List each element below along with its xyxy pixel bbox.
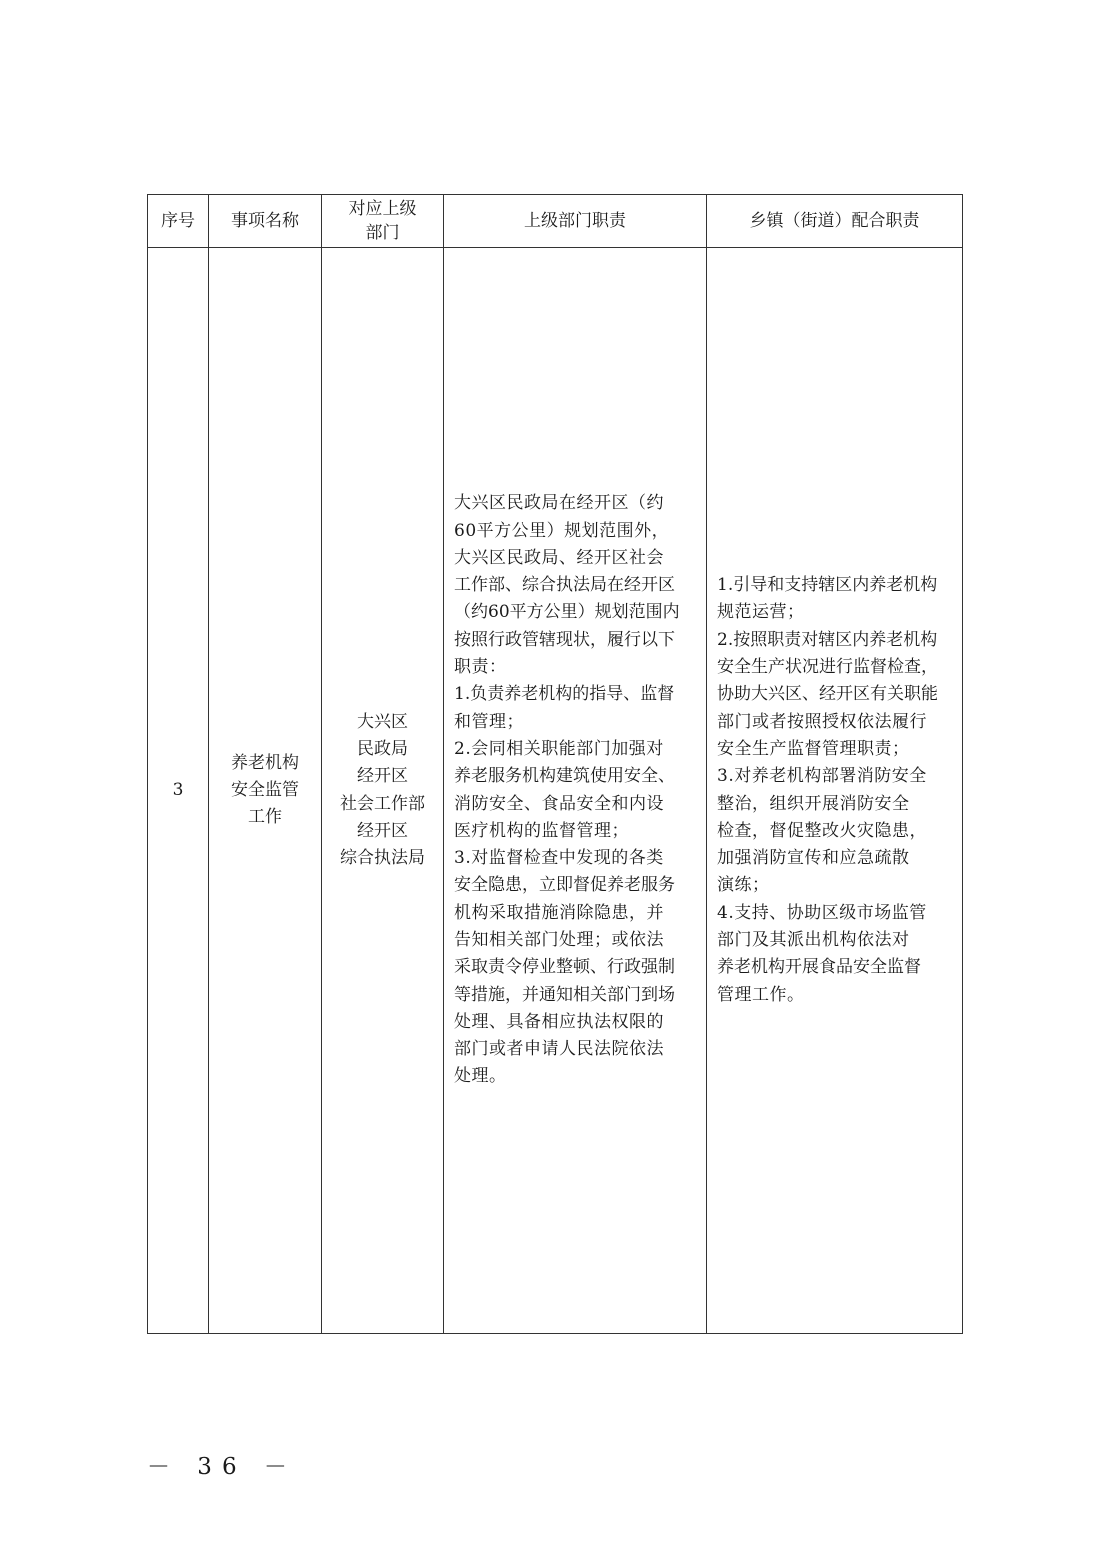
township-duties-line: 管理工作。 bbox=[717, 984, 805, 1005]
department-line: 经开区 bbox=[357, 820, 408, 841]
department-line: 大兴区 bbox=[357, 711, 408, 732]
header-index: 序号 bbox=[148, 195, 209, 248]
header-upper-duties: 上级部门职责 bbox=[444, 195, 707, 248]
township-duties-line: 规范运营； bbox=[717, 602, 805, 623]
page-number: － 36 － bbox=[147, 1454, 297, 1480]
township-duties-line: 整治，组织开展消防安全 bbox=[717, 793, 910, 814]
township-duties-line: 4.支持、协助区级市场监管 bbox=[717, 902, 927, 923]
upper-duties-line: 养老服务机构建筑使用安全、 bbox=[454, 766, 675, 787]
township-duties-line: 3.对养老机构部署消防安全 bbox=[717, 766, 927, 787]
upper-duties-line: 机构采取措施消除隐患，并 bbox=[454, 902, 664, 923]
upper-duties-line: 大兴区民政局、经开区社会 bbox=[454, 547, 664, 568]
upper-duties-line: 消防安全、食品安全和内设 bbox=[454, 793, 664, 814]
cell-department bbox=[322, 248, 444, 1334]
cell-item-name bbox=[209, 248, 322, 1334]
township-duties-line: 2.按照职责对辖区内养老机构 bbox=[717, 629, 938, 650]
header-department-line: 对应上级 bbox=[348, 199, 417, 219]
department-line: 社会工作部 bbox=[340, 793, 425, 814]
township-duties-line: 1.引导和支持辖区内养老机构 bbox=[717, 575, 938, 596]
department-line: 经开区 bbox=[357, 766, 408, 787]
township-duties-line: 部门及其派出机构依法对 bbox=[717, 929, 910, 950]
upper-duties-line: 3.对监督检查中发现的各类 bbox=[454, 848, 664, 869]
header-township-duties: 乡镇（街道）配合职责 bbox=[707, 195, 963, 248]
upper-duties-line: 按照行政管辖现状，履行以下 bbox=[454, 629, 675, 650]
responsibility-table bbox=[147, 194, 963, 1334]
upper-duties-line: （约60平方公里）规划范围内 bbox=[454, 602, 680, 623]
cell-township-duties bbox=[707, 248, 963, 1334]
township-duties-line: 演练； bbox=[717, 875, 770, 896]
upper-duties-line: 采取责令停业整顿、行政强制 bbox=[454, 957, 675, 978]
table-header-row bbox=[148, 195, 963, 248]
header-department bbox=[322, 195, 444, 248]
township-duties-line: 协助大兴区、经开区有关职能 bbox=[717, 684, 938, 705]
township-duties-line: 部门或者按照授权依法履行 bbox=[717, 711, 927, 732]
table-row bbox=[148, 248, 963, 1334]
upper-duties-line: 和管理； bbox=[454, 711, 524, 732]
township-duties-line: 检查，督促整改火灾隐患， bbox=[717, 820, 927, 841]
upper-duties-line: 部门或者申请人民法院依法 bbox=[454, 1039, 664, 1060]
upper-duties-line: 处理、具备相应执法权限的 bbox=[454, 1011, 664, 1032]
item-name-line: 工作 bbox=[248, 807, 282, 828]
header-item-name: 事项名称 bbox=[209, 195, 322, 248]
cell-upper-duties bbox=[444, 248, 707, 1334]
item-name-line: 安全监管 bbox=[231, 779, 299, 800]
department-line: 民政局 bbox=[357, 738, 408, 759]
township-duties-line: 加强消防宣传和应急疏散 bbox=[717, 848, 910, 869]
department-line: 综合执法局 bbox=[340, 848, 425, 869]
upper-duties-line: 等措施，并通知相关部门到场 bbox=[454, 984, 675, 1005]
township-duties-line: 安全生产监督管理职责； bbox=[717, 738, 910, 759]
upper-duties-line: 大兴区民政局在经开区（约 bbox=[454, 493, 664, 514]
township-duties-line: 养老机构开展食品安全监督 bbox=[717, 957, 921, 978]
upper-duties-line: 安全隐患，立即督促养老服务 bbox=[454, 875, 675, 896]
upper-duties-line: 2.会同相关职能部门加强对 bbox=[454, 738, 664, 759]
header-department-line: 部门 bbox=[365, 223, 400, 243]
upper-duties-line: 60平方公里）规划范围外， bbox=[454, 520, 670, 541]
upper-duties-line: 工作部、综合执法局在经开区 bbox=[454, 575, 675, 596]
item-name-line: 养老机构 bbox=[231, 752, 299, 773]
township-duties-line: 安全生产状况进行监督检查， bbox=[717, 657, 938, 678]
upper-duties-line: 1.负责养老机构的指导、监督 bbox=[454, 684, 675, 705]
upper-duties-line: 职责： bbox=[454, 657, 507, 678]
upper-duties-line: 医疗机构的监督管理； bbox=[454, 820, 629, 841]
upper-duties-line: 告知相关部门处理；或依法 bbox=[454, 929, 664, 950]
upper-duties-line: 处理。 bbox=[454, 1066, 507, 1087]
cell-index: 3 bbox=[148, 248, 209, 1334]
